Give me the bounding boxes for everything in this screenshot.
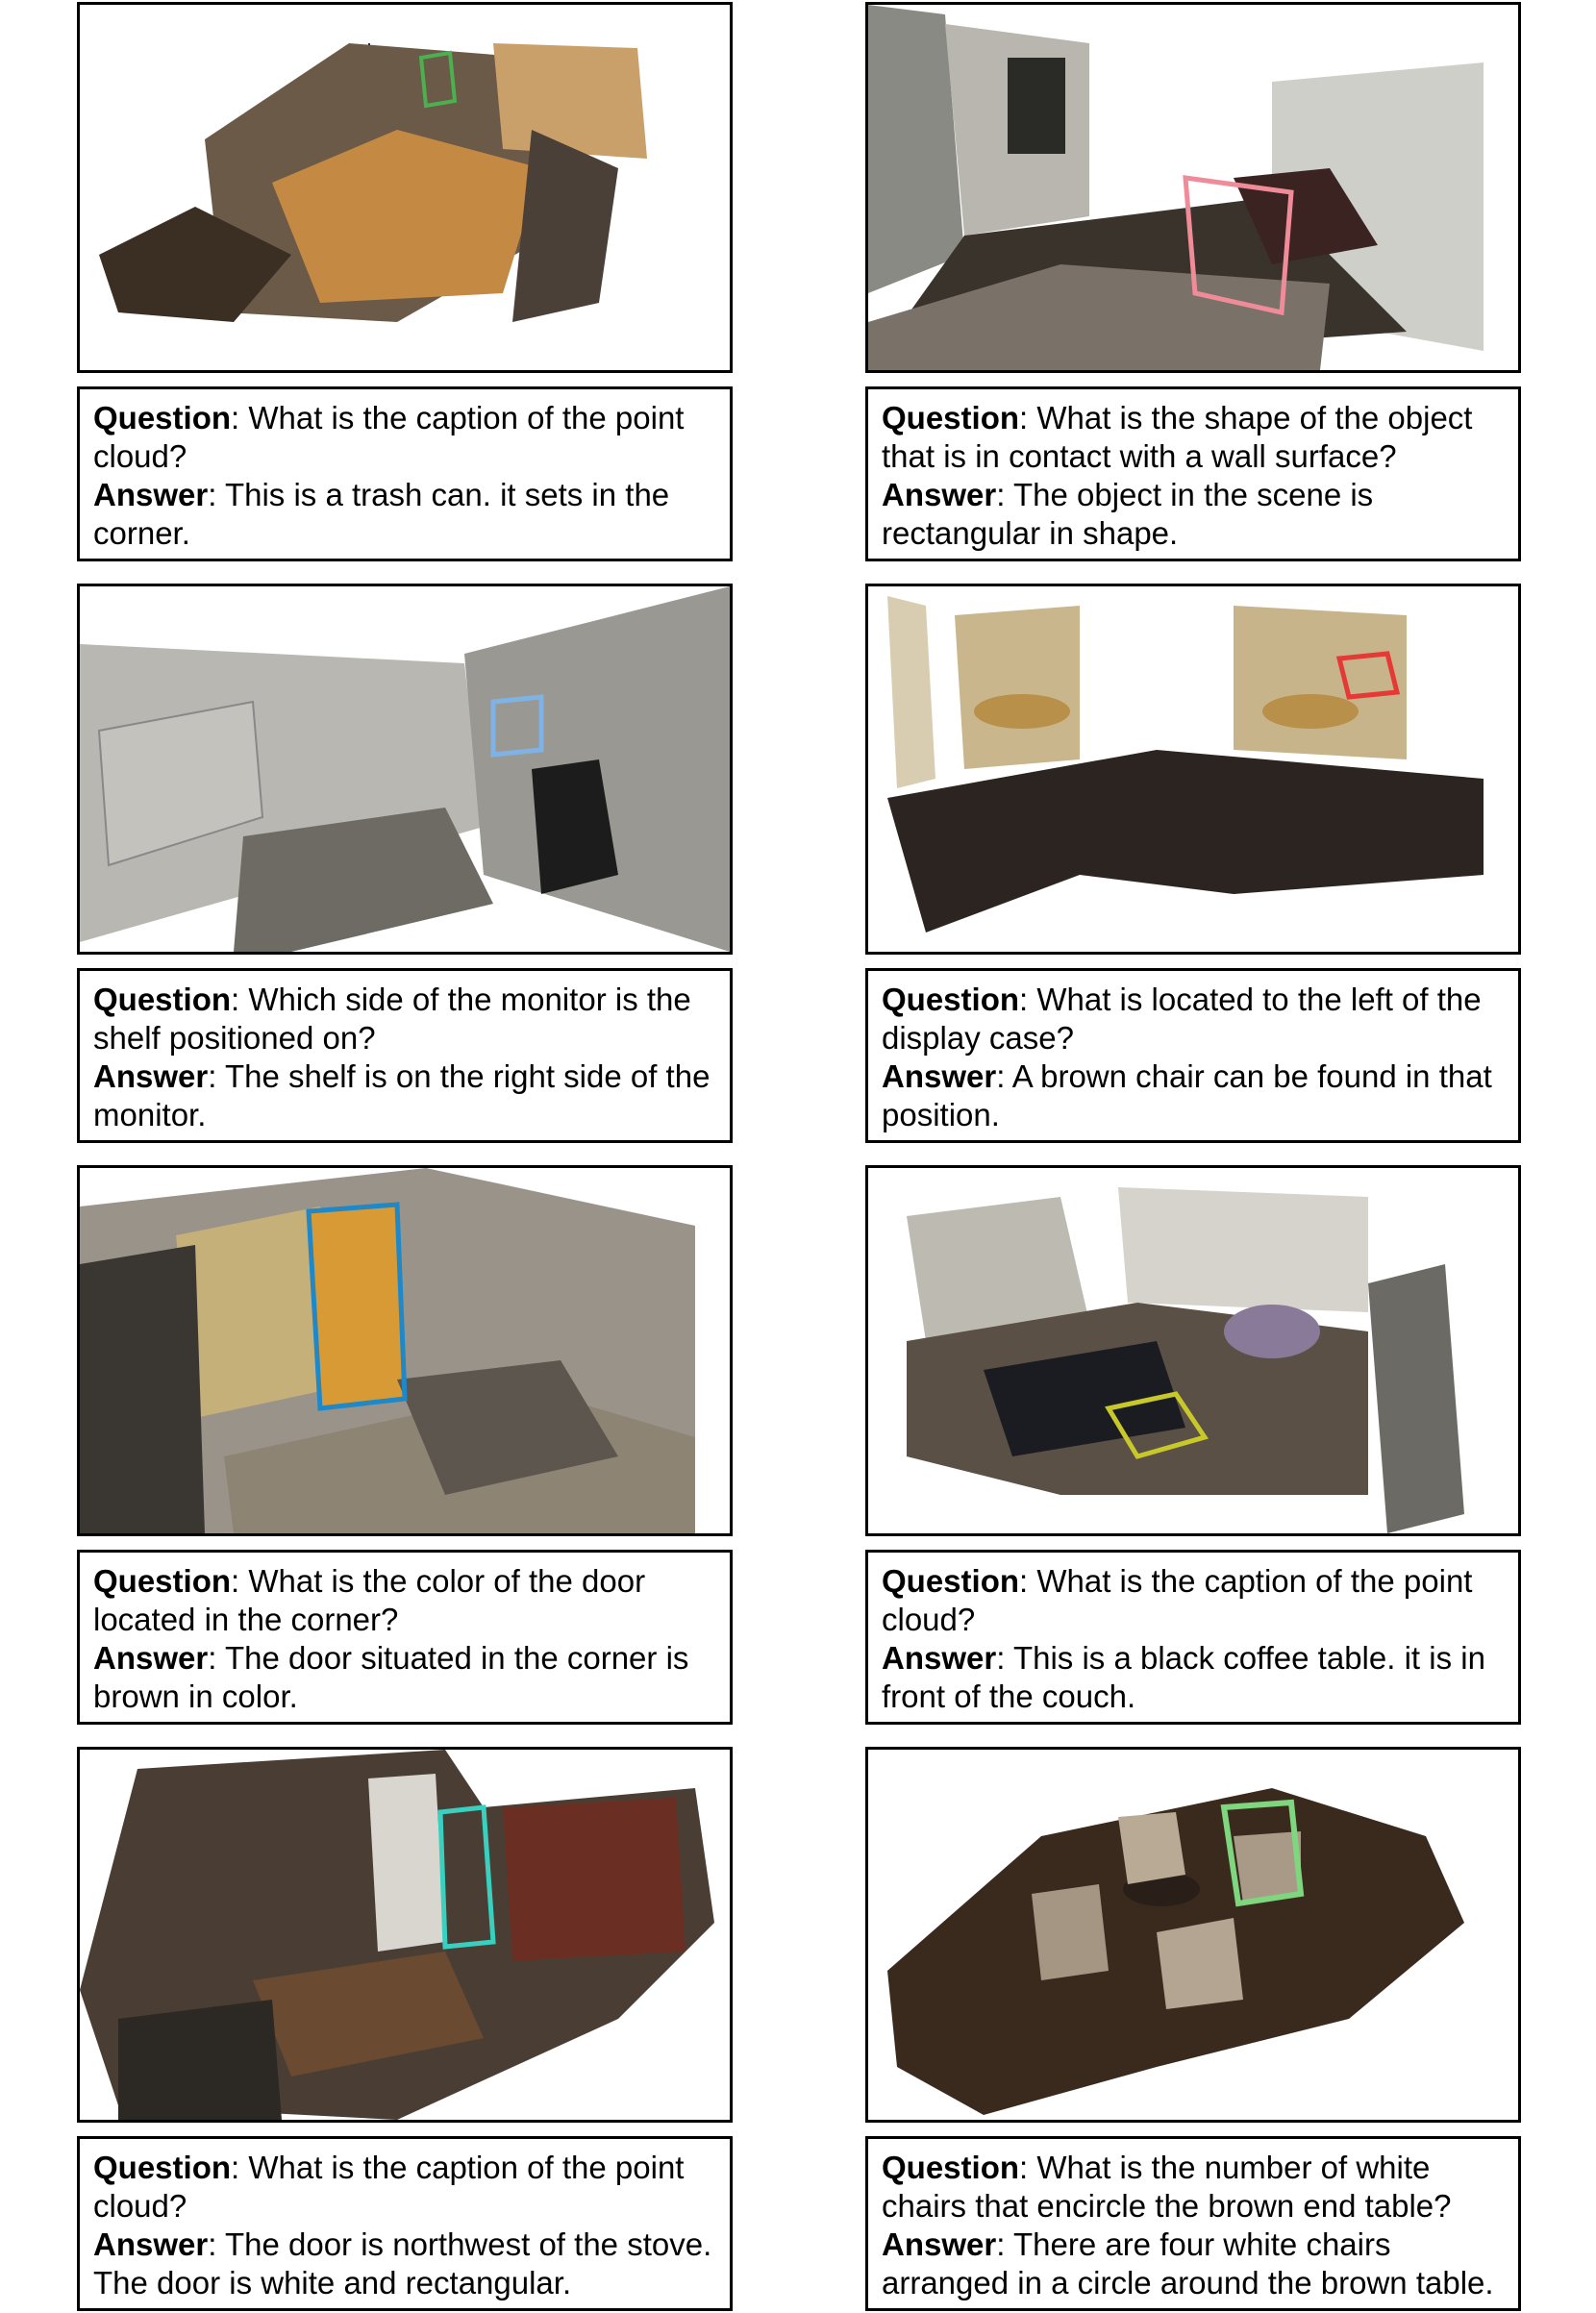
qa-box-7: Question: What is the caption of the point cloud? Answer: The door is northwest of the stove. The door is white and rectangular. [77,2136,733,2311]
question-text: What is located to the left of the display case? [882,982,1482,1056]
answer-text: The shelf is on the right side of the monitor. [93,1058,711,1132]
qa-box-1: Question: What is the caption of the point cloud? Answer: This is a trash can. it sets in the corner. [77,386,733,561]
answer-text: A brown chair can be found in that position. [882,1058,1492,1132]
answer-label: Answer [882,1058,997,1094]
question-text: What is the caption of the point cloud? [93,2150,685,2224]
answer-label: Answer [93,477,209,512]
question-text: What is the color of the door located in the corner? [93,1563,646,1637]
question-text: Which side of the monitor is the shelf positioned on? [93,982,691,1056]
qa-box-3: Question: Which side of the monitor is the shelf positioned on? Answer: The shelf is on the right side of the monitor. [77,968,733,1143]
question-label: Question [882,2150,1020,2185]
question-label: Question [93,982,232,1017]
answer-text: This is a black coffee table. it is in front of the couch. [882,1640,1485,1714]
question-text: What is the caption of the point cloud? [93,400,685,474]
answer-label: Answer [882,477,997,512]
scene-image-2 [865,2,1521,373]
scene-image-7 [77,1747,733,2123]
answer-label: Answer [882,2226,997,2262]
question-label: Question [93,2150,232,2185]
qa-box-5: Question: What is the color of the door located in the corner? Answer: The door situated in the corner is brown in color. [77,1550,733,1725]
qa-box-8: Question: What is the number of white chairs that encircle the brown end table? Answer: There are four white chairs arranged in a circle around the brown table. [865,2136,1521,2311]
answer-text: This is a trash can. it sets in the corner. [93,477,670,551]
question-label: Question [93,1563,232,1599]
answer-label: Answer [93,1058,209,1094]
question-label: Question [882,982,1020,1017]
scene-image-5 [77,1165,733,1536]
answer-label: Answer [882,1640,997,1676]
scene-image-1 [77,2,733,373]
scene-image-8 [865,1747,1521,2123]
question-label: Question [93,400,232,435]
scene-image-3 [77,584,733,955]
scene-image-6 [865,1165,1521,1536]
scene-image-4 [865,584,1521,955]
answer-text: There are four white chairs arranged in a circle around the brown table. [882,2226,1494,2301]
answer-text: The door situated in the corner is brown in color. [93,1640,689,1714]
answer-label: Answer [93,1640,209,1676]
question-text: What is the caption of the point cloud? [882,1563,1473,1637]
question-label: Question [882,400,1020,435]
answer-text: The door is northwest of the stove. The door is white and rectangular. [93,2226,712,2301]
question-text: What is the number of white chairs that encircle the brown end table? [882,2150,1452,2224]
answer-label: Answer [93,2226,209,2262]
qa-box-4: Question: What is located to the left of the display case? Answer: A brown chair can be found in that position. [865,968,1521,1143]
question-label: Question [882,1563,1020,1599]
qa-box-6: Question: What is the caption of the point cloud? Answer: This is a black coffee table. it is in front of the couch. [865,1550,1521,1725]
qa-box-2: Question: What is the shape of the object that is in contact with a wall surface? Answer: The object in the scene is rectangular in shape. [865,386,1521,561]
answer-text: The object in the scene is rectangular in shape. [882,477,1374,551]
question-text: What is the shape of the object that is in contact with a wall surface? [882,400,1473,474]
